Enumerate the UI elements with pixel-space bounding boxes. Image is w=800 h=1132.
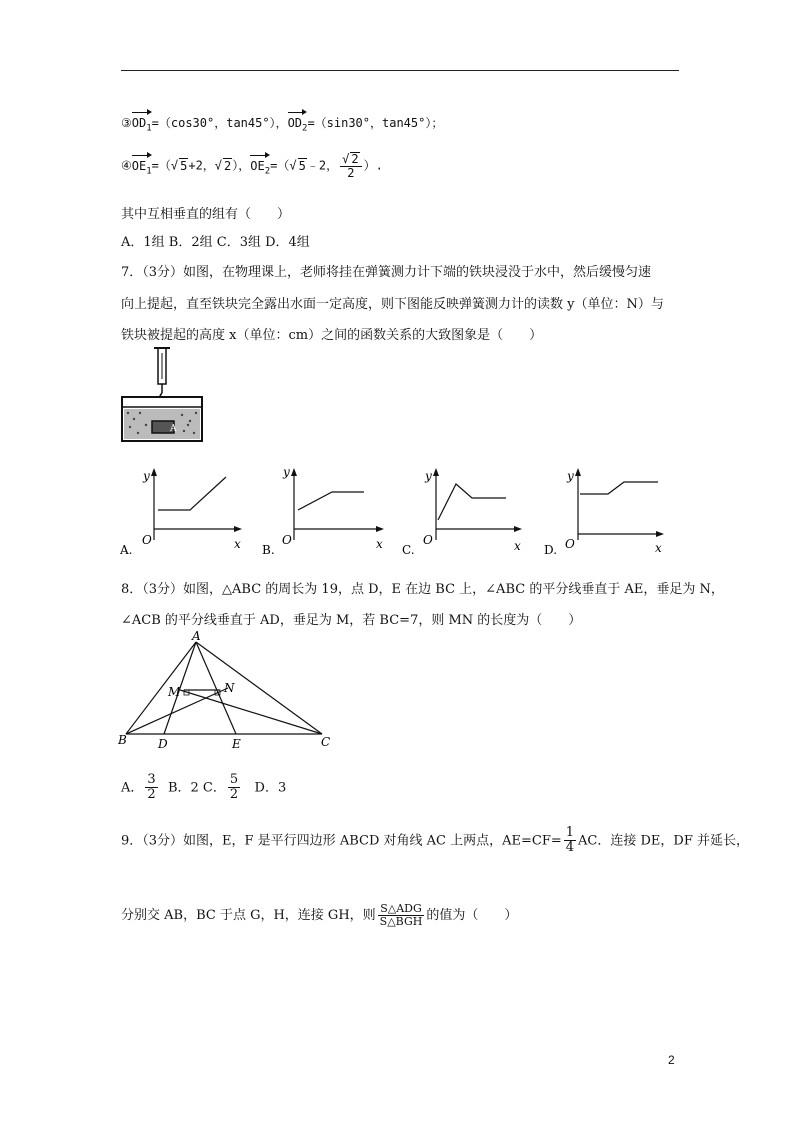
- option-d-label: D.: [544, 543, 558, 557]
- svg-text:O: O: [282, 533, 292, 547]
- option-c-label: C.: [402, 543, 415, 557]
- q9-text-line1: 9．（3分）如图，E，F 是平行四边形 ABCD 对角线 AC 上两点，AE=CF= $\frac{1}{4}$ AC．连接 DE，DF 并延长，: [121, 825, 749, 856]
- svg-text:E: E: [232, 737, 241, 750]
- sqrt-2: 2: [224, 158, 232, 173]
- vector-oe1: $OE_1$: [132, 154, 152, 176]
- q8-text-line2: ∠ACB 的平分线垂直于 AD，垂足为 M，若 BC=7，则 MN 的长度为（ ）: [121, 613, 582, 628]
- vector-oe2: $OE_2$: [250, 154, 270, 176]
- sqrt-5: 5: [180, 158, 188, 173]
- item-3-value1: =（cos30°，tan45°），: [151, 116, 288, 130]
- svg-text:A: A: [170, 424, 177, 434]
- fraction-5-2: $\frac{5}{2}$: [229, 772, 239, 803]
- item-3-value2: =（sin30°，tan45°）；: [307, 116, 444, 130]
- q7-text-line1: 7．（3分）如图，在物理课上，老师将挂在弹簧测力计下端的铁块浸没于水中，然后缓慢匀速: [121, 265, 652, 280]
- q7-text-line3: 铁块被提起的高度 x（单位：cm）之间的函数关系的大致图象是（ ）: [121, 328, 543, 343]
- q6-prompt: 其中互相垂直的组有（ ）: [121, 207, 291, 222]
- graph-b: [262, 465, 384, 557]
- svg-text:M: M: [168, 685, 181, 699]
- svg-text:C: C: [321, 735, 331, 749]
- svg-text:O: O: [565, 537, 575, 551]
- fraction-1-4: $\frac{1}{4}$: [565, 825, 575, 856]
- fraction-root2-over-2: $\frac{√ 2}{2}$: [340, 152, 361, 180]
- svg-text:O: O: [423, 533, 433, 547]
- q7-graph-options: [118, 462, 678, 562]
- svg-text:y: y: [425, 469, 432, 483]
- svg-text:A: A: [192, 630, 201, 643]
- header-rule: [121, 70, 679, 71]
- svg-text:x: x: [234, 537, 241, 551]
- q8-options: A． $\frac{3}{2}$ B．2 C． $\frac{5}{2}$ D．3: [121, 772, 287, 803]
- vector-od1: $OD_1$: [132, 111, 152, 133]
- item-3-line: [121, 111, 443, 133]
- svg-text:x: x: [514, 539, 521, 553]
- svg-text:B: B: [118, 733, 127, 747]
- svg-text:y: y: [143, 469, 150, 483]
- spring-scale-figure: [118, 345, 208, 445]
- svg-text:N: N: [224, 681, 235, 695]
- q6-options: A．1组 B．2组 C．3组 D．4组: [121, 235, 310, 250]
- q9-text-line2: 分别交 AB，BC 于点 G，H，连接 GH，则 $\frac{\text{S△ADG}}{\text{S△BGH}}$ 的值为（ ）: [121, 902, 518, 929]
- svg-text:x: x: [655, 541, 662, 555]
- q7-text-line2: 向上提起，直至铁块完全露出水面一定高度，则下图能反映弹簧测力计的读数 y（单位：N）与: [121, 297, 664, 312]
- q8-triangle-figure: [114, 630, 344, 750]
- graph-a: [119, 468, 242, 557]
- svg-text:x: x: [376, 537, 383, 551]
- option-a-label: A.: [120, 543, 133, 557]
- graph-c: [402, 468, 522, 557]
- item-4-marker: ④: [121, 158, 132, 173]
- svg-text:D: D: [158, 737, 168, 750]
- q8-text-line1: 8．（3分）如图，△ABC 的周长为 19，点 D，E 在边 BC 上，∠ABC 的平分线垂直于 AE，垂足为 N，: [121, 582, 724, 597]
- svg-text:y: y: [567, 469, 574, 483]
- item-4-line: $④OE_1=(√$ 5+2，√ 2），$OE_2=(√$ 5﹣2， $\frac{√ 2}{2}$ ）.: [121, 152, 383, 181]
- option-b-label: B.: [262, 543, 275, 557]
- item-3-marker: ③: [121, 116, 132, 130]
- svg-text:y: y: [283, 465, 290, 479]
- page-number: 2: [668, 1053, 675, 1067]
- fraction-3-2: $\frac{3}{2}$: [147, 772, 156, 803]
- svg-text:O: O: [142, 533, 152, 547]
- area-ratio-fraction: $\frac{\text{S△ADG}}{\text{S△BGH}}$: [379, 902, 423, 929]
- graph-d: [544, 468, 664, 557]
- vector-od2: $OD_2$: [288, 111, 308, 133]
